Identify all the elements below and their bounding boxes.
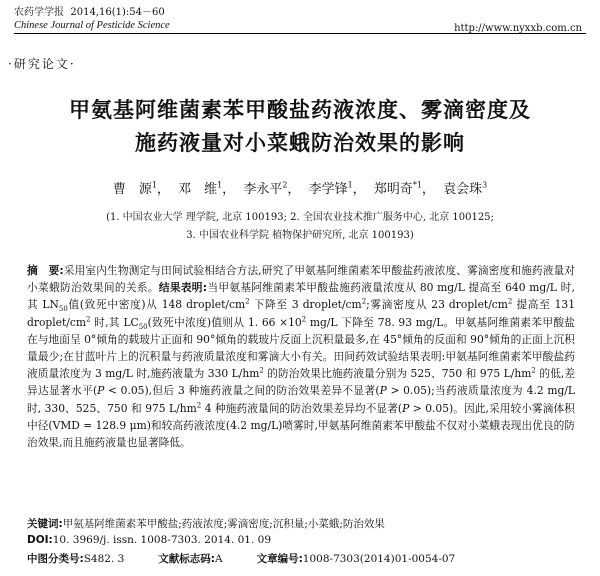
doi	[27, 534, 587, 546]
author: 郑明奇$^{*1}$	[373, 180, 422, 197]
abstract-label: 摘 要:	[27, 264, 64, 277]
author: 李永平$^2$	[243, 180, 288, 197]
classification-line	[27, 551, 587, 566]
article-no-value: 1008-7303(2014)01-0054-07	[302, 553, 456, 565]
journal-name-cn: 农药学学报	[14, 7, 64, 18]
clc-value: S482. 3	[83, 553, 125, 565]
doi-value[interactable]: 10. 3969/j. issn. 1008-7303. 2014. 01. 09	[52, 534, 272, 546]
running-header	[14, 6, 586, 32]
doi-label: DOI:	[27, 534, 53, 546]
keywords	[27, 516, 587, 531]
results-label: 结果表明:	[158, 281, 208, 295]
keywords-text: 甲氨基阿维菌素苯甲酸盐;药液浓度;雾滴密度;沉积量;小菜蛾;防治效果	[62, 518, 385, 530]
author-list: 曹 源$^1$， 邓 维$^1$， 李永平$^2$， 李学锋$^1$， 郑明奇$^{*1}$， 袁会珠$^3$	[112, 180, 488, 197]
issue-info: 2014,16(1):54－60	[70, 7, 165, 18]
clc-label: 中图分类号:	[27, 553, 84, 565]
doc-code-value: A	[215, 553, 223, 565]
section-label: ·研究论文·	[8, 57, 76, 71]
author: 邓 维$^1$	[178, 180, 223, 197]
keywords-label: 关键词:	[27, 518, 63, 530]
affiliation-line-2: 3. 中国农业科学院 植物保护研究所, 北京 100193)	[186, 230, 414, 241]
title-line-1: 甲氨基阿维菌素苯甲酸盐药液浓度、雾滴密度及	[69, 98, 531, 122]
title-line-2: 施药液量对小菜蛾防治效果的影响	[135, 131, 465, 155]
abstract: 摘 要:采用室内生物测定与田间试验相结合方法,研究了甲氨基阿维菌素苯甲酸盐药液浓度、雾滴密度和施药液量对小菜蛾防治效果间的关系。结果表明:当甲氨基阿维菌素苯甲酸盐施药液量浓度从 80 mg/L 提高至 640 mg/L 时, 其 $LN_{50}$值(致死中密度)从 148 droplet/$cm^2$ 下降至 3 droplet/$cm^2$;雾滴密度从 23 droplet/$cm^2$ 提高至 131 droplet/$cm^2$ 时,其 $LC_{50}$(致死中浓度)值则从 1. $66 \times 10^2$ mg/L 下降至 78. 93 mg/L。甲氨基阿维菌素苯甲酸盐在与地面呈 0°倾角的载玻片正面和 90°倾角的载玻片反面上沉积量最多,在 45°倾角的反面和 90°倾角的正面上沉积量最少;在甘蓝叶片上的沉积量与药液质量浓度和雾滴大小有关。田间药效试验结果表明:甲氨基阿维菌素苯甲酸盐药液质量浓度为 3 mg/L 时,施药液量为 330 $L/hm^2$ 的防治效果比施药液量分别为 525、750 和 975 $L/hm^2$ 的低,差异达显著水平(P < 0.05),但后 3 种施药液量之间的防治效果差异不显著(P > 0.05);当药液质量浓度为 4.2 mg/L 时, 330、525、750 和 975 $L/hm^2$ 4 种施药液量间的防治效果差异均不显著(P > 0.05)。因此,采用较小雾滴体积中径(VMD = 128.9 μm)和较高药液浓度(4.2 mg/L)喷雾时,甲氨基阿维菌素苯甲酸盐不仅对小菜蛾表现出优良的防治效果,而且施药液量也显著降低。	[27, 264, 575, 450]
author: 李学锋$^1$	[308, 180, 353, 197]
author: 曹 源$^1$	[112, 180, 157, 197]
author: 袁会珠$^3$	[443, 180, 488, 197]
affiliation-line-1: (1. 中国农业大学 理学院, 北京 100193; 2. 全国农业技术推广服务中心, 北京 100125;	[106, 212, 494, 223]
doc-code-label: 文献标志码:	[158, 553, 215, 565]
header-rule	[14, 33, 586, 34]
article-no-label: 文章编号:	[256, 553, 303, 565]
journal-name-en: Chinese Journal of Pesticide Science	[14, 20, 170, 31]
journal-url[interactable]: http://www.nyxxb.com.cn	[454, 23, 582, 34]
